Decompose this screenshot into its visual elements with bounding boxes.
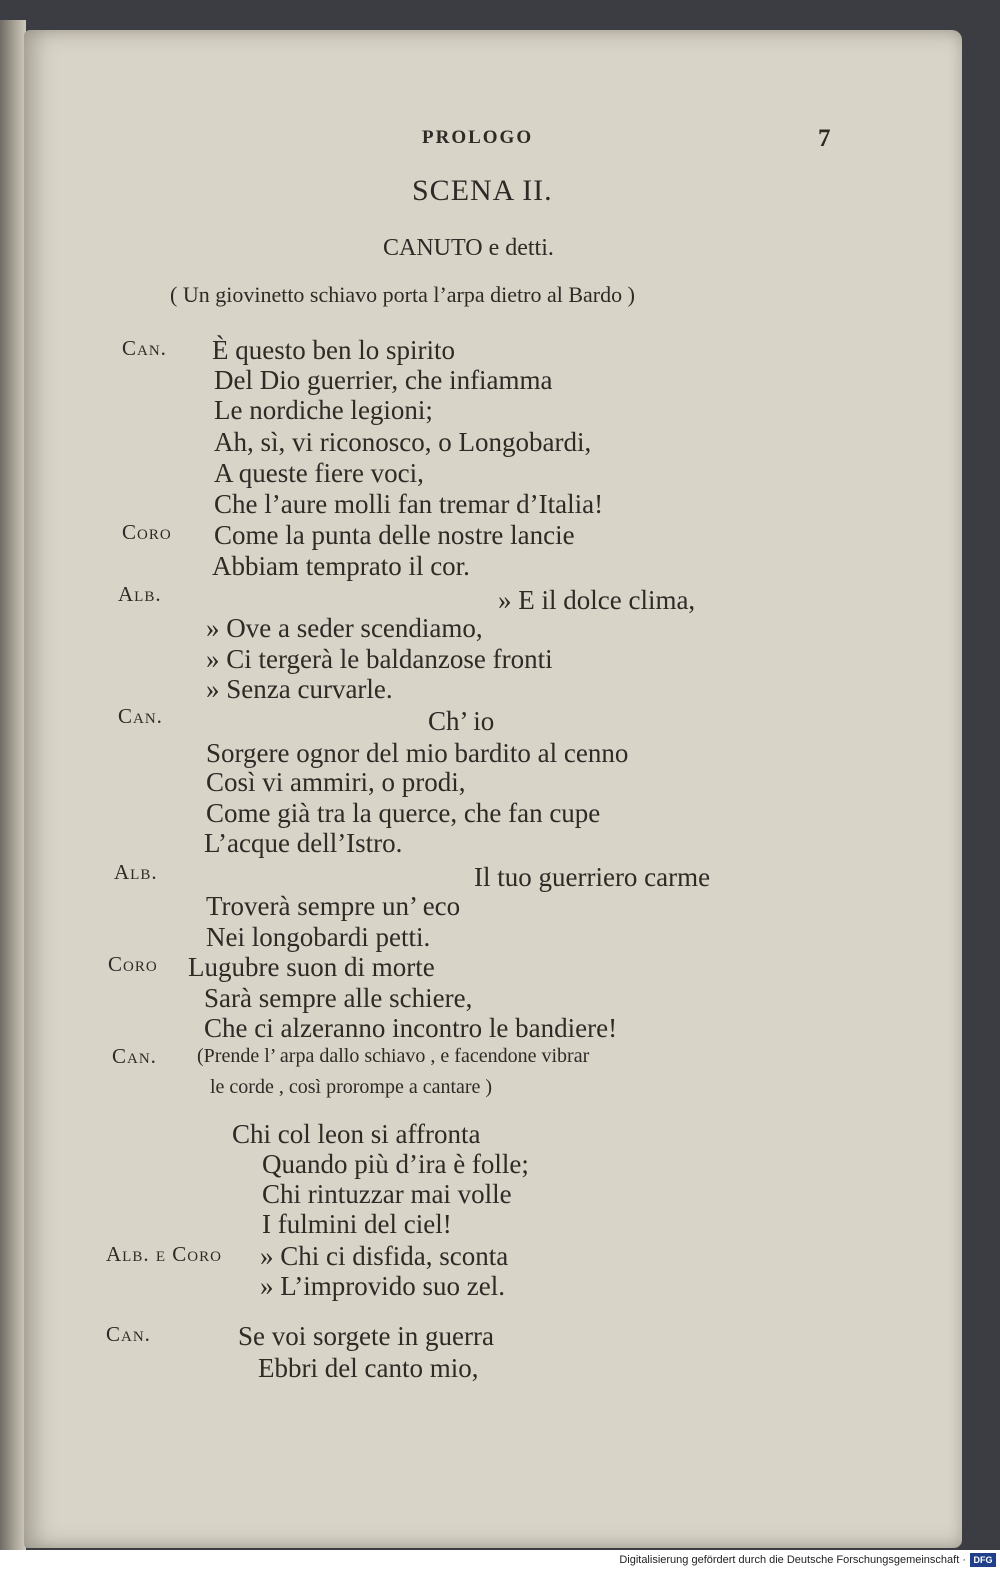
verse-line: Nei longobardi petti. — [206, 922, 431, 952]
dfg-logo: DFG — [970, 1553, 996, 1567]
verse-line: Troverà sempre un’ eco — [206, 891, 461, 921]
verse-line: È questo ben lo spirito — [212, 335, 455, 365]
verse-line: Lugubre suon di morte — [188, 952, 435, 982]
verse-line: A queste fiere voci, — [214, 458, 424, 488]
stage-direction-line: (Prende l’ arpa dallo schiavo , e facendone vibrar — [197, 1045, 590, 1067]
verse-line: Ebbri del canto mio, — [258, 1353, 479, 1383]
verse-line: Che ci alzeranno incontro le bandiere! — [204, 1013, 618, 1043]
page-number: 7 — [818, 125, 831, 152]
speaker-label: Can. — [122, 336, 167, 360]
digitization-footer — [0, 1550, 1000, 1571]
verse-line: » Ci tergerà le baldanzose fronti — [206, 644, 553, 674]
verse-line: I fulmini del ciel! — [262, 1209, 452, 1239]
speaker-label: Alb. — [114, 860, 158, 884]
verse-line: Del Dio guerrier, che infiamma — [214, 365, 553, 395]
verse-line: Come la punta delle nostre lancie — [214, 520, 575, 550]
verse-line: Il tuo guerriero carme — [474, 862, 711, 892]
running-title: PROLOGO — [422, 127, 534, 148]
footer-credit: Digitalisierung gefördert durch die Deutsche Forschungsgemeinschaft · — [619, 1554, 966, 1566]
speaker-label: Can. — [112, 1044, 157, 1068]
verse-line: Sorgere ognor del mio bardito al cenno — [206, 738, 629, 768]
speaker-label: Alb. e Coro — [106, 1242, 222, 1266]
verse-line: Che l’aure molli fan tremar d’Italia! — [214, 489, 604, 519]
verse-line: Le nordiche legioni; — [214, 395, 433, 425]
speaker-label: Coro — [122, 520, 172, 544]
stage-direction: ( Un giovinetto schiavo porta l’arpa dietro al Bardo ) — [170, 282, 635, 307]
verse-line: Se voi sorgete in guerra — [238, 1321, 494, 1351]
verse-line: L’acque dell’Istro. — [204, 828, 403, 858]
speaker-label: Can. — [118, 704, 163, 728]
verse-line: Come già tra la querce, che fan cupe — [206, 798, 601, 828]
verse-line: » L’improvido suo zel. — [260, 1271, 505, 1301]
verse-line: » E il dolce clima, — [498, 585, 696, 615]
speaker-label: Alb. — [118, 582, 162, 606]
verse-line: Abbiam temprato il cor. — [212, 551, 470, 581]
verse-line: Così vi ammiri, o prodi, — [206, 767, 466, 797]
verse-line: » Chi ci disfida, sconta — [260, 1241, 509, 1271]
verse-line: » Ove a seder scendiamo, — [206, 613, 483, 643]
scene-characters: CANUTO e detti. — [383, 235, 554, 261]
verse-line: Ah, sì, vi riconosco, o Longobardi, — [214, 427, 592, 457]
book-spine — [0, 20, 26, 1550]
scene-title: SCENA II. — [412, 174, 553, 207]
verse-line: Sarà sempre alle schiere, — [204, 983, 473, 1013]
verse-line: Quando più d’ira è folle; — [262, 1149, 529, 1179]
speaker-label: Can. — [106, 1322, 151, 1346]
verse-line: Ch’ io — [428, 706, 495, 736]
verse-line: Chi rintuzzar mai volle — [262, 1179, 512, 1209]
verse-line: » Senza curvarle. — [206, 674, 393, 704]
verse-line: Chi col leon si affronta — [232, 1119, 481, 1149]
stage-direction-line: le corde , così prorompe a cantare ) — [210, 1076, 493, 1098]
speaker-label: Coro — [108, 952, 158, 976]
